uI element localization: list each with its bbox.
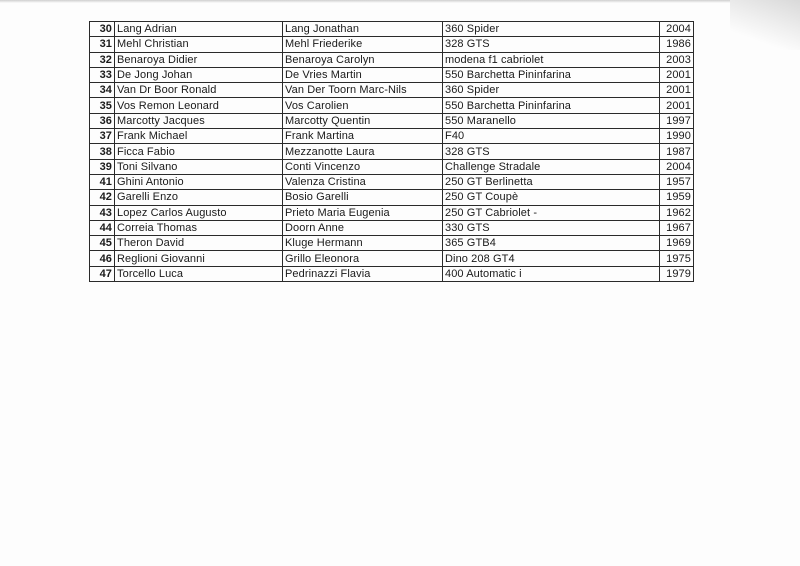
table-row [90,67,694,82]
table-row [90,251,694,266]
codriver-name: Vos Carolien [283,98,443,113]
entry-number: 33 [90,67,115,82]
driver-name: Torcello Luca [115,266,283,281]
entries-table [89,21,694,282]
car-year: 2004 [660,159,694,174]
driver-name: Vos Remon Leonard [115,98,283,113]
table-row [90,113,694,128]
car-model: Dino 208 GT4 [443,251,660,266]
driver-name: Reglioni Giovanni [115,251,283,266]
codriver-name: Prieto Maria Eugenia [283,205,443,220]
car-year: 1962 [660,205,694,220]
table-row [90,144,694,159]
table-row [90,190,694,205]
driver-name: Van Dr Boor Ronald [115,83,283,98]
driver-name: Benaroya Didier [115,52,283,67]
table-row [90,37,694,52]
table-row [90,129,694,144]
page-top-edge [0,0,800,3]
car-year: 1957 [660,174,694,189]
table-row [90,159,694,174]
entry-number: 45 [90,236,115,251]
entry-number: 39 [90,159,115,174]
car-model: 360 Spider [443,83,660,98]
car-model: 250 GT Berlinetta [443,174,660,189]
driver-name: Theron David [115,236,283,251]
entry-number: 35 [90,98,115,113]
entry-number: 46 [90,251,115,266]
driver-name: Toni Silvano [115,159,283,174]
car-model: 365 GTB4 [443,236,660,251]
car-year: 1979 [660,266,694,281]
car-model: modena f1 cabriolet [443,52,660,67]
codriver-name: De Vries Martin [283,67,443,82]
car-year: 1969 [660,236,694,251]
car-model: 400 Automatic i [443,266,660,281]
driver-name: De Jong Johan [115,67,283,82]
entry-number: 34 [90,83,115,98]
car-model: 250 GT Coupè [443,190,660,205]
driver-name: Garelli Enzo [115,190,283,205]
car-model: 328 GTS [443,37,660,52]
table-row [90,266,694,281]
table-row [90,174,694,189]
driver-name: Lang Adrian [115,22,283,37]
car-model: 330 GTS [443,220,660,235]
page-corner-shadow [730,0,800,50]
codriver-name: Bosio Garelli [283,190,443,205]
codriver-name: Pedrinazzi Flavia [283,266,443,281]
car-model: Challenge Stradale [443,159,660,174]
codriver-name: Kluge Hermann [283,236,443,251]
codriver-name: Marcotty Quentin [283,113,443,128]
codriver-name: Van Der Toorn Marc-Nils [283,83,443,98]
car-year: 1959 [660,190,694,205]
driver-name: Lopez Carlos Augusto [115,205,283,220]
entry-number: 32 [90,52,115,67]
car-year: 1997 [660,113,694,128]
car-year: 1975 [660,251,694,266]
table-row [90,98,694,113]
car-year: 1967 [660,220,694,235]
car-model: 328 GTS [443,144,660,159]
codriver-name: Lang Jonathan [283,22,443,37]
table-row [90,205,694,220]
codriver-name: Valenza Cristina [283,174,443,189]
codriver-name: Frank Martina [283,129,443,144]
codriver-name: Benaroya Carolyn [283,52,443,67]
driver-name: Ficca Fabio [115,144,283,159]
table-row [90,236,694,251]
car-model: 250 GT Cabriolet - [443,205,660,220]
entry-number: 44 [90,220,115,235]
codriver-name: Grillo Eleonora [283,251,443,266]
table-row [90,83,694,98]
car-year: 2001 [660,98,694,113]
entry-number: 37 [90,129,115,144]
entry-number: 47 [90,266,115,281]
codriver-name: Mezzanotte Laura [283,144,443,159]
car-year: 2001 [660,67,694,82]
car-model: 360 Spider [443,22,660,37]
codriver-name: Doorn Anne [283,220,443,235]
car-year: 2003 [660,52,694,67]
table-row [90,220,694,235]
entry-number: 30 [90,22,115,37]
car-year: 1987 [660,144,694,159]
codriver-name: Conti Vincenzo [283,159,443,174]
entry-number: 38 [90,144,115,159]
driver-name: Marcotty Jacques [115,113,283,128]
car-year: 1986 [660,37,694,52]
entry-number: 41 [90,174,115,189]
entry-number: 36 [90,113,115,128]
driver-name: Correia Thomas [115,220,283,235]
table-row [90,22,694,37]
car-model: 550 Barchetta Pininfarina [443,98,660,113]
car-year: 1990 [660,129,694,144]
car-year: 2001 [660,83,694,98]
driver-name: Ghini Antonio [115,174,283,189]
entry-number: 43 [90,205,115,220]
car-year: 2004 [660,22,694,37]
car-model: 550 Maranello [443,113,660,128]
car-model: F40 [443,129,660,144]
table-row [90,52,694,67]
entry-number: 31 [90,37,115,52]
driver-name: Mehl Christian [115,37,283,52]
entry-number: 42 [90,190,115,205]
codriver-name: Mehl Friederike [283,37,443,52]
driver-name: Frank Michael [115,129,283,144]
car-model: 550 Barchetta Pininfarina [443,67,660,82]
entries-table-body [90,22,694,282]
